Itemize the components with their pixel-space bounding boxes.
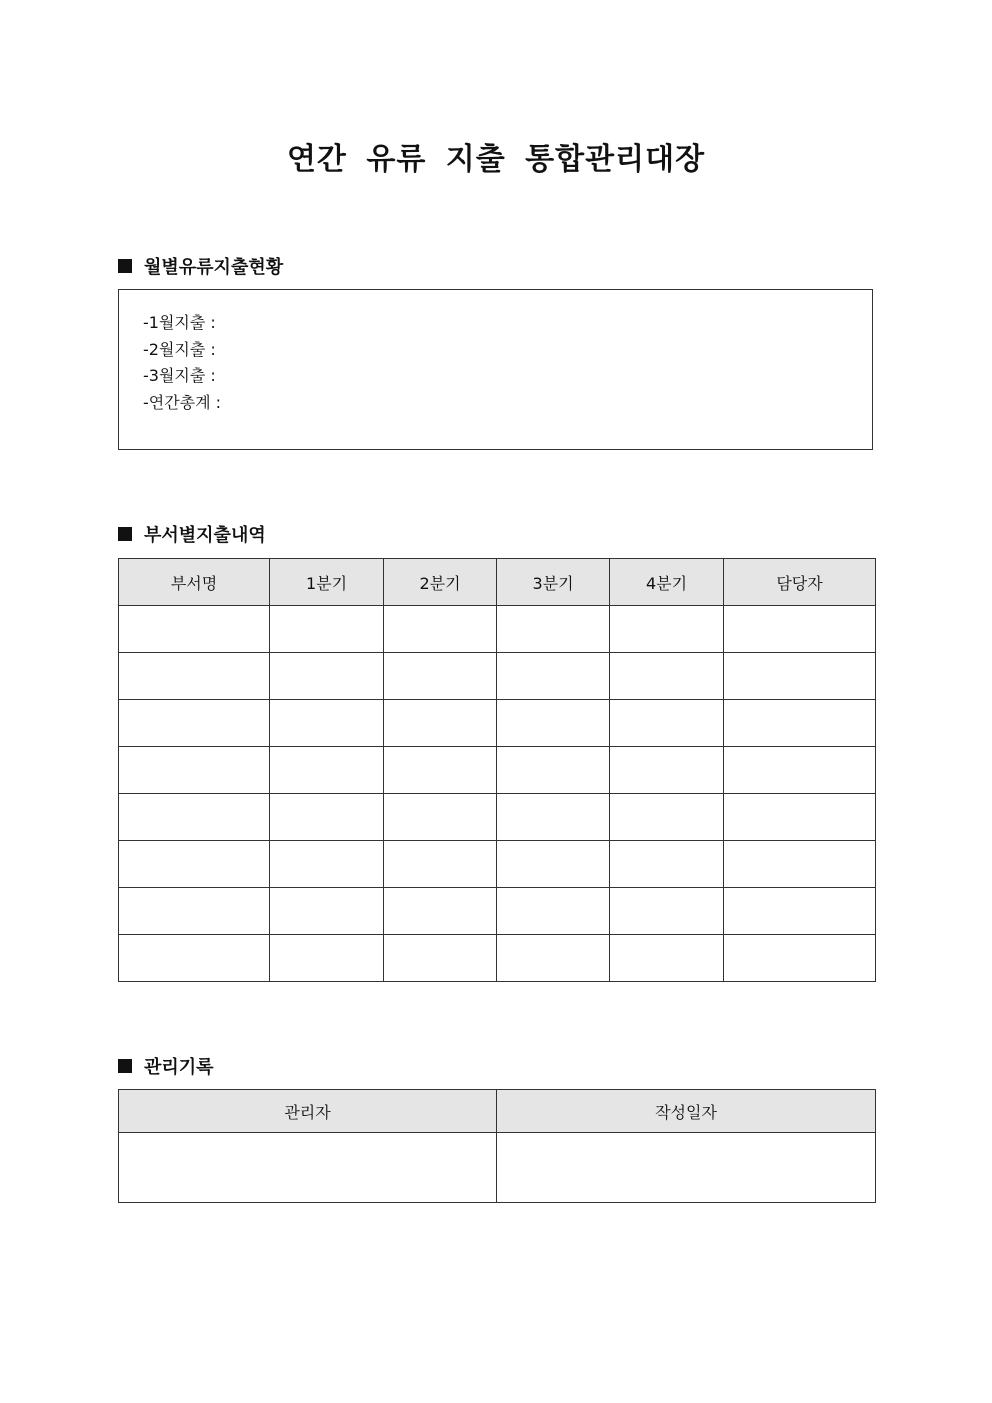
table-cell[interactable]: [270, 794, 384, 841]
section-heading-department: [118, 521, 266, 547]
table-cell[interactable]: [384, 653, 497, 700]
table-cell[interactable]: [384, 888, 497, 935]
table-row: [119, 653, 876, 700]
monthly-line-feb: -2월지출 :: [143, 339, 216, 359]
table-cell[interactable]: [610, 888, 724, 935]
column-header-date: 작성일자: [497, 1090, 876, 1133]
table-header-row: [119, 1090, 876, 1133]
table-cell[interactable]: [610, 747, 724, 794]
table-row: [119, 700, 876, 747]
table-cell[interactable]: [270, 653, 384, 700]
monthly-line-total: -연간총계 :: [143, 392, 222, 412]
table-header-row: [119, 559, 876, 606]
department-expense-table: [118, 558, 876, 982]
monthly-line-mar: -3월지출 :: [143, 366, 216, 385]
table-cell[interactable]: [119, 653, 270, 700]
table-row: [119, 888, 876, 935]
table-cell[interactable]: [497, 841, 610, 888]
table-cell[interactable]: [384, 700, 497, 747]
table-row: [119, 841, 876, 888]
table-cell[interactable]: [119, 606, 270, 653]
table-cell[interactable]: [384, 794, 497, 841]
management-record-table: [118, 1089, 876, 1203]
table-cell[interactable]: [497, 888, 610, 935]
table-cell[interactable]: [724, 794, 876, 841]
table-cell[interactable]: [497, 747, 610, 794]
table-cell[interactable]: [610, 700, 724, 747]
table-cell[interactable]: [119, 794, 270, 841]
table-cell[interactable]: [270, 606, 384, 653]
table-cell[interactable]: [724, 700, 876, 747]
square-bullet-icon: [118, 1059, 132, 1073]
table-cell[interactable]: [384, 935, 497, 982]
table-cell[interactable]: [724, 841, 876, 888]
table-cell[interactable]: [610, 935, 724, 982]
table-row: [119, 747, 876, 794]
table-cell[interactable]: [270, 888, 384, 935]
table-cell[interactable]: [610, 653, 724, 700]
table-cell[interactable]: [270, 747, 384, 794]
table-cell[interactable]: [610, 841, 724, 888]
table-cell[interactable]: [497, 1133, 876, 1203]
column-header-department: 부서명: [119, 559, 270, 606]
table-cell[interactable]: [610, 606, 724, 653]
table-cell[interactable]: [497, 700, 610, 747]
table-cell[interactable]: [119, 747, 270, 794]
column-header-q1: 1분기: [270, 559, 384, 606]
section-heading-label: 관리기록: [144, 1057, 214, 1078]
table-cell[interactable]: [270, 935, 384, 982]
square-bullet-icon: [118, 527, 132, 541]
table-cell[interactable]: [384, 606, 497, 653]
column-header-q3: 3분기: [497, 559, 610, 606]
table-cell[interactable]: [384, 747, 497, 794]
square-bullet-icon: [118, 259, 132, 273]
monthly-line-jan: -1월지출 :: [143, 313, 216, 332]
table-cell[interactable]: [119, 841, 270, 888]
table-cell[interactable]: [497, 794, 610, 841]
section-heading-label: 월별유류지출현황: [144, 257, 284, 278]
table-cell[interactable]: [119, 888, 270, 935]
table-row: [119, 606, 876, 653]
table-cell[interactable]: [497, 606, 610, 653]
table-cell[interactable]: [724, 747, 876, 794]
section-heading-record: [118, 1053, 214, 1079]
section-heading-label: 부서별지출내역: [144, 525, 266, 546]
table-cell[interactable]: [497, 653, 610, 700]
table-cell[interactable]: [270, 841, 384, 888]
section-heading-monthly: [118, 253, 283, 279]
table-cell[interactable]: [724, 606, 876, 653]
table-cell[interactable]: [610, 794, 724, 841]
table-cell[interactable]: [384, 841, 497, 888]
table-row: [119, 1133, 876, 1203]
table-cell[interactable]: [724, 935, 876, 982]
column-header-manager: 담당자: [724, 559, 876, 606]
table-cell[interactable]: [270, 700, 384, 747]
table-cell[interactable]: [724, 888, 876, 935]
column-header-admin: 관리자: [119, 1090, 497, 1133]
column-header-q4: 4분기: [610, 559, 724, 606]
table-cell[interactable]: [119, 1133, 497, 1203]
table-cell[interactable]: [119, 700, 270, 747]
table-row: [119, 935, 876, 982]
column-header-q2: 2분기: [384, 559, 497, 606]
table-cell[interactable]: [497, 935, 610, 982]
table-row: [119, 794, 876, 841]
table-cell[interactable]: [119, 935, 270, 982]
table-cell[interactable]: [724, 653, 876, 700]
monthly-expense-box: [118, 289, 873, 450]
document-title: 연간 유류 지출 통합관리대장: [286, 142, 706, 177]
